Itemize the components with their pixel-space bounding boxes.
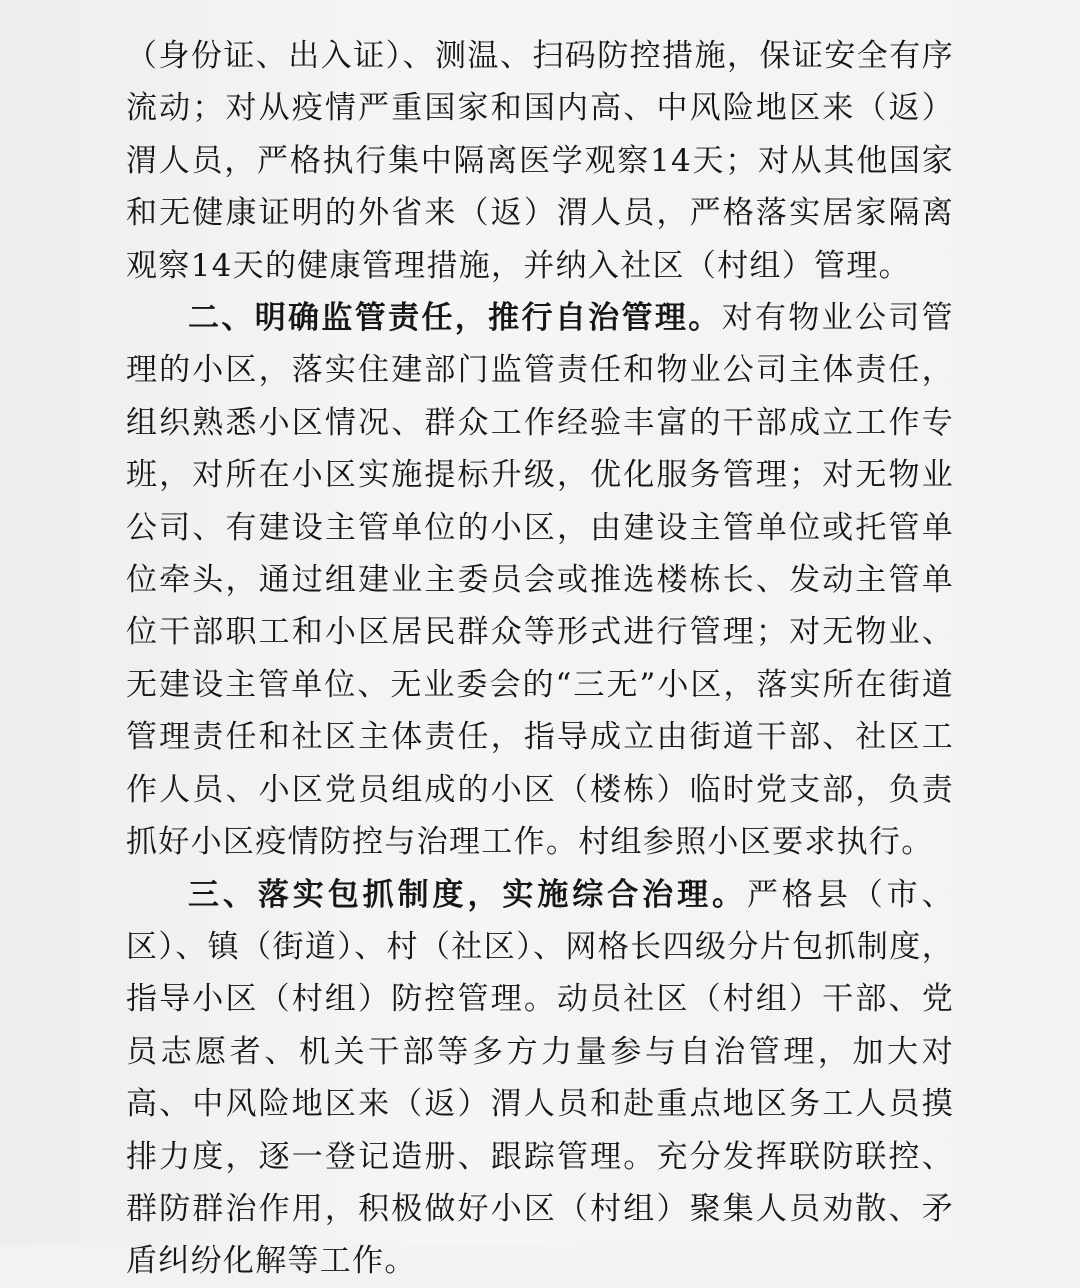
paragraph-section-two [126,292,954,868]
paragraph-text: 对有物业公司管理的小区，落实住建部门监管责任和物业公司主体责任，组织熟悉小区情况、群众工作经验丰富的干部成立工作专班，对所在小区实施提标升级，优化服务管理；对无物业公司、有建设主管单位的小区，由建设主管单位或托管单位牵头，通过组建业主委员会或推选楼栋长、发动主管单位干部职工和小区居民群众等形式进行管理；对无物业、无建设主管单位、无业委会的“三无”小区，落实所在街道管理责任和社区主体责任，指导成立由街道干部、社区工作人员、小区党员组成的小区（楼栋）临时党支部，负责抓好小区疫情防控与治理工作。村组参照小区要求执行。 [126,300,954,861]
section-heading: 二、明确监管责任，推行自治管理。 [188,300,722,337]
paragraph-text: 严格县（市、区）、镇（街道）、村（社区）、网格长四级分片包抓制度，指导小区（村组）防控管理。动员社区（村组）干部、党员志愿者、机关干部等多方力量参与自治管理，加大对高、中风险地区来（返）渭人员和赴重点地区务工人员摸排力度，逐一登记造册、跟踪管理。充分发挥联防联控、群防群治作用，积极做好小区（村组）聚集人员劝散、矛盾纠纷化解等工作。 [126,876,954,1280]
paragraph-section-three [126,869,954,1288]
paragraph-continuation [126,30,954,292]
paragraph-text: （身份证、出入证）、测温、扫码防控措施，保证安全有序流动；对从疫情严重国家和国内高、中风险地区来（返）渭人员，严格执行集中隔离医学观察14天；对从其他国家和无健康证明的外省来（返）渭人员，严格落实居家隔离观察14天的健康管理措施，并纳入社区（村组）管理。 [126,38,954,284]
section-heading: 三、落实包抓制度，实施综合治理。 [188,876,747,913]
